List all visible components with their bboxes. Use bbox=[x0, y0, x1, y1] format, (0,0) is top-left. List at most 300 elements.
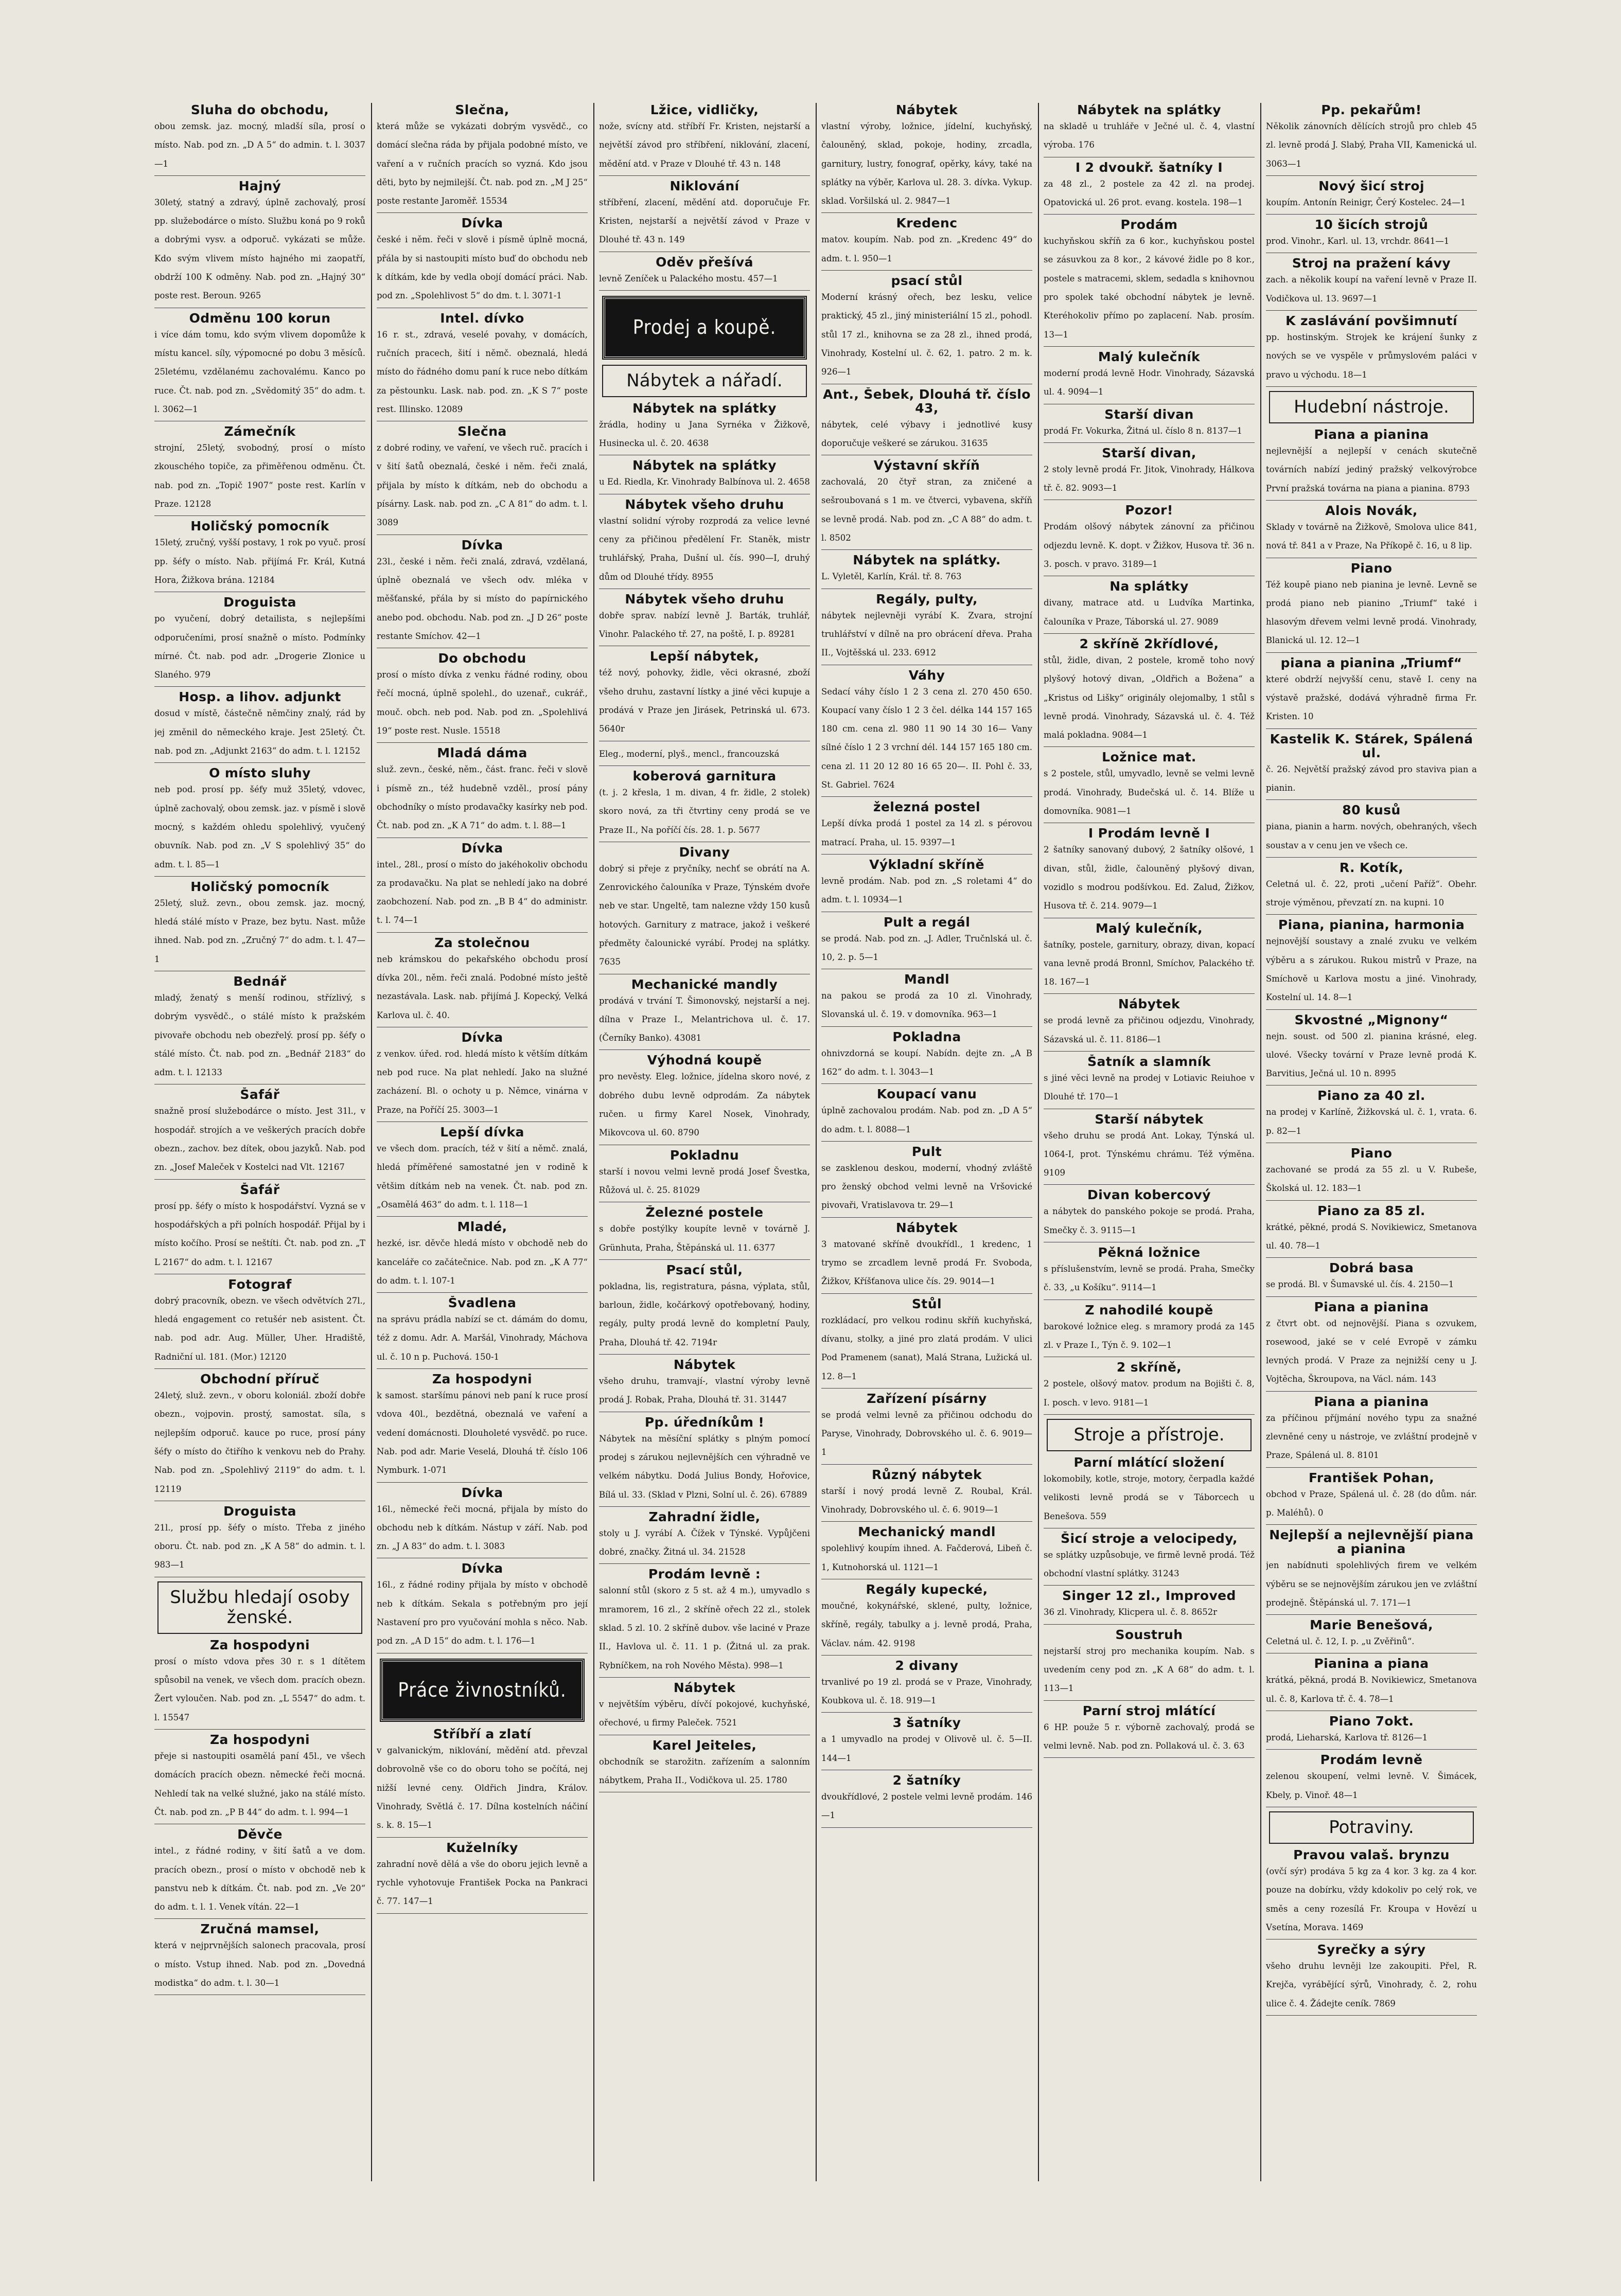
ad-heading: Parní mlátící složení bbox=[1073, 1455, 1225, 1470]
ad-text: též nový, pohovky, židle, věci okrasné, zboží všeho druhu, zastavní lístky a jiné věci kupuje a prodává v Praze jen Jirásek, Petrinská ul. 673. 5640r bbox=[599, 668, 810, 734]
classified-ad bbox=[1044, 1188, 1255, 1242]
ad-heading: Pokladna bbox=[892, 1029, 961, 1044]
classified-ad bbox=[1266, 103, 1477, 176]
classified-ad bbox=[599, 1415, 810, 1507]
ad-text: pro nevěsty. Eleg. ložnice, jídelna skoro nové, z dobrého dubu levně odprodám. Za nábytek ručen. u firmy Karel Nosek, Vinohrady, Mikovcova ul. 60. 8790 bbox=[599, 1072, 810, 1138]
ad-text: hezké, isr. děvče hledá místo v obchodě neb do kanceláře co začátečnice. Nab. pod zn. „K A 77“ do adm. t. l. 107-1 bbox=[377, 1238, 588, 1286]
ad-heading: Piano za 85 zl. bbox=[1317, 1203, 1425, 1218]
ad-text: neb krámskou do pekařského obchodu prosí dívka 20l., něm. řeči znalá. Podobné místo ještě nezastávala. Lask. nab. přijímá J. Kopecký, Velká Karlova ul. č. 40. bbox=[377, 954, 588, 1020]
ad-heading: Starší divan bbox=[1104, 407, 1194, 422]
ad-text: 16l., německé řeči mocná, přijala by místo do obchodu neb k dítkám. Nástup v září. Nab. pod zn. „J A 83“ do adm. t. l. 3083 bbox=[377, 1504, 588, 1552]
ad-heading: K zaslávání povšimnutí bbox=[1285, 314, 1457, 329]
classified-ad bbox=[154, 179, 365, 308]
ad-heading: Intel. dívko bbox=[440, 311, 524, 326]
classified-ad bbox=[154, 595, 365, 687]
classified-ad bbox=[154, 1277, 365, 1369]
classified-ad bbox=[1044, 1055, 1255, 1109]
ad-heading: Ložnice mat. bbox=[1102, 750, 1196, 765]
ad-heading: Do obchodu bbox=[438, 651, 526, 666]
ad-heading: 10 šicích strojů bbox=[1314, 218, 1429, 233]
classified-ad bbox=[821, 915, 1032, 970]
ad-heading: 80 kusů bbox=[1342, 803, 1401, 818]
ad-heading: Nábytek všeho druhu bbox=[625, 497, 784, 512]
ad-text: 36 zl. Vinohrady, Klicpera ul. č. 8. 8652r bbox=[1044, 1607, 1218, 1617]
ad-heading: R. Kotík, bbox=[1339, 860, 1404, 875]
ad-text: Eleg., moderní, plyš., mencl., francouzská bbox=[599, 749, 780, 759]
ad-heading: Stroj na pražení kávy bbox=[1292, 256, 1451, 271]
ad-text: Moderní krásný ořech, bez lesku, velice praktický, 45 zl., jiný ministeriální 15 zl., pohodl. stůl 17 zl., knihovna se za 28 zl., ihned prodá, Vinohrady, Kostelní ul. č. 62, 1. patro. 2 m. k. 926—1 bbox=[821, 292, 1032, 377]
ad-text: i více dám tomu, kdo svým vlivem dopomůže k místu kancel. síly, výpomocné po dobu 3 měsíců. 25letému, vzdělanému zachovalému. Kanco po ruce. Čt. nab. pod zn. „Svědomitý 35“ do adm. t. l. 3062—1 bbox=[154, 329, 365, 414]
classified-ad bbox=[377, 103, 588, 213]
classified-ad bbox=[377, 841, 588, 933]
ad-text: koupím. Antonín Reinigr, Čerý Kostelec. 24—1 bbox=[1266, 197, 1466, 207]
classified-ad bbox=[1266, 1618, 1477, 1653]
classified-ad bbox=[1266, 732, 1477, 800]
ad-heading: Zařízení písárny bbox=[867, 1391, 987, 1406]
classified-ad bbox=[1044, 1245, 1255, 1300]
ad-heading: Singer 12 zl., Improved bbox=[1062, 1589, 1236, 1604]
ad-heading: Mechanické mandly bbox=[631, 977, 778, 992]
classified-ad bbox=[154, 1183, 365, 1274]
ad-heading: Droguista bbox=[223, 1504, 296, 1519]
classified-ad bbox=[154, 1088, 365, 1179]
classified-ad bbox=[1044, 503, 1255, 576]
ad-heading: Z nahodilé koupě bbox=[1085, 1303, 1213, 1318]
classified-ad bbox=[154, 690, 365, 763]
classified-ad bbox=[821, 458, 1032, 550]
ad-heading: 2 skříně 2křídlové, bbox=[1079, 636, 1219, 651]
ad-text: prosí pp. šéfy o místo k hospodářství. Vyzná se v hospodářských a při polních hospodář. Přijal by i místo kočího. Prosí se neštíti. Čt. nab. pod zn. „T L 2167“ do adm. t. l. 12167 bbox=[154, 1201, 365, 1267]
classified-ad bbox=[1044, 1303, 1255, 1358]
classified-ad bbox=[154, 974, 365, 1084]
ad-heading: I 2 dvoukř. šatníky I bbox=[1075, 160, 1223, 175]
classified-ad bbox=[599, 649, 810, 741]
classified-ad bbox=[377, 424, 588, 535]
classified-ad bbox=[377, 216, 588, 308]
ad-heading: Prodám bbox=[1120, 218, 1178, 233]
classified-ad bbox=[599, 401, 810, 456]
column-rule bbox=[593, 103, 594, 2181]
ad-text: všeho druhu se prodá Ant. Lokay, Týnská ul. 1064-I, prot. Týnskému chrámu. Též výměna. 9109 bbox=[1044, 1130, 1255, 1178]
ad-heading: Sluha do obchodu, bbox=[190, 103, 329, 117]
ad-text: barokové ložnice eleg. s mramory prodá za 145 zl. v Praze I., Týn č. 9. 102—1 bbox=[1044, 1321, 1255, 1350]
ad-heading: Pokladnu bbox=[669, 1148, 739, 1163]
section-heading: Stroje a přístroje. bbox=[1047, 1419, 1252, 1451]
ad-heading: Výstavní skříň bbox=[873, 458, 980, 473]
ad-heading: Za stolečnou bbox=[434, 935, 530, 950]
classified-ad bbox=[377, 1372, 588, 1482]
section-heading: Potraviny. bbox=[1269, 1811, 1474, 1844]
ad-heading: Malý kulečník, bbox=[1095, 921, 1203, 936]
classified-ad bbox=[821, 1582, 1032, 1656]
ad-text: intel., 28l., prosí o místo do jakéhokoliv obchodu za prodavačku. Na plat se nehledí jako na dobré zaobchození. Nab. pod zn. „B B 4“ do administr. t. l. 74—1 bbox=[377, 859, 588, 925]
ad-text: obou zemsk. jaz. mocný, mladší síla, prosí o místo. Nab. pod zn. „D A 5“ do admin. t. l. 3037—1 bbox=[154, 121, 365, 169]
ad-text: salonní stůl (skoro z 5 st. až 4 m.), umyvadlo s mramorem, 16 zl., 2 skříně ořech 22 zl., stolek sklad. 5 zl. 10. 2 skříně dubov. vše laciné v Praze II., Havlova ul. č. 11. 1 p. (Žitná ul. za prak. Rybníčkem, na roh Nového Města). 998—1 bbox=[599, 1586, 810, 1670]
ad-heading: Holičský pomocník bbox=[190, 879, 329, 894]
ad-text: která v nejprvnějších salonech pracovala, prosí o místo. Vstup ihned. Nab. pod zn. „Dovedná modistka“ do adm. t. l. 30—1 bbox=[154, 1941, 365, 1988]
classified-ad bbox=[821, 1773, 1032, 1828]
classified-ad bbox=[821, 858, 1032, 912]
classified-ad bbox=[1266, 314, 1477, 387]
ad-text: s dobře postýlky koupíte levně v továrně J. Grünhuta, Praha, Štěpánská ul. 11. 6377 bbox=[599, 1224, 810, 1253]
ad-heading: Dobrá basa bbox=[1329, 1261, 1414, 1276]
ad-text: 16 r. st., zdravá, veselé povahy, v domácích, ručních pracech, šití i němč. obeznalá, hledá místo do řádného domu paní k ruce nebo dítkám za pěstounku. Lask. nab. pod. zn. „K S 7“ poste rest. Illinsko. 12089 bbox=[377, 329, 588, 414]
classified-ad bbox=[1266, 1300, 1477, 1392]
classified-ad bbox=[821, 1145, 1032, 1218]
ad-heading: Psací stůl, bbox=[666, 1262, 743, 1277]
classified-ad bbox=[599, 1263, 810, 1355]
ad-text: kuchyňskou skříň za 6 kor., kuchyňskou postel se zásuvkou za 8 kor., 2 kávové židle po 8 kor., postele s matracemi, sklem, sedadla s knihovnou pro spolek také obchodní nábytek je levně. Kteréhokoliv přímo po zaplacení. Nab. prosím. 13—1 bbox=[1044, 236, 1255, 340]
ad-text: krátká, pěkná, prodá B. Novikiewicz, Smetanova ul. č. 8, Karlova tř. č. 4. 78—1 bbox=[1266, 1675, 1477, 1704]
ad-heading: Hajný bbox=[238, 179, 281, 193]
ad-heading: Prodám levně bbox=[1320, 1753, 1423, 1768]
column-2 bbox=[377, 103, 588, 2181]
classified-ad bbox=[377, 1486, 588, 1559]
ad-text: zelenou skoupení, velmi levně. V. Šimácek, Kbely, p. Vinoř. 48—1 bbox=[1266, 1771, 1477, 1800]
column-rule bbox=[816, 103, 817, 2181]
classified-ad bbox=[1044, 1589, 1255, 1624]
ad-text: obchodník se starožitn. zařízením a salonním nábytkem, Praha II., Vodičkova ul. 25. 1780 bbox=[599, 1756, 810, 1785]
classified-ad bbox=[821, 216, 1032, 271]
ad-text: (t. j. 2 křesla, 1 m. divan, 4 fr. židle, 2 stolek) skoro nová, za tři čtvrtiny ceny prodá se ve Praze II., Na poříčí čís. 28. 1. p. 5677 bbox=[599, 787, 810, 835]
ad-text: prosí o místo dívka z venku řádné rodiny, obou řečí mocná, úplně spolehl., do uzenař., cukrář., mouč. obch. neb pod. Nab. pod zn. „Spolehlivá 19“ poste rest. Nusle. 15518 bbox=[377, 670, 588, 736]
ad-heading: Nábytek bbox=[895, 1220, 958, 1235]
classified-ad bbox=[1044, 1704, 1255, 1758]
ad-heading: Různý nábytek bbox=[872, 1467, 982, 1482]
ad-text: vlastní výroby, ložnice, jídelní, kuchyňský, čalouněný, sklad, pokoje, hodiny, zrcadla, garnitury, lustry, fonograf, opěrky, kávy, také na splátky na výběr, Karlova ul. 28. 3. dívka. Vykup. sklad. Voršilská ul. 2. 9847—1 bbox=[821, 121, 1032, 206]
classified-ad bbox=[599, 744, 810, 766]
classified-ad bbox=[599, 1358, 810, 1412]
classified-ad bbox=[599, 255, 810, 291]
ad-heading: Za hospodyni bbox=[432, 1372, 532, 1387]
classified-ad bbox=[599, 769, 810, 842]
ad-heading: Mladá dáma bbox=[437, 746, 527, 761]
ad-text: levně Zeníček u Palackého mostu. 457—1 bbox=[599, 273, 778, 283]
classified-ad bbox=[599, 977, 810, 1051]
column-rule bbox=[1038, 103, 1039, 2181]
ad-heading: Váhy bbox=[908, 668, 945, 683]
ad-text: prodá, Lieharská, Karlova tř. 8126—1 bbox=[1266, 1733, 1428, 1743]
classified-ad bbox=[377, 1030, 588, 1122]
ad-heading: Bednář bbox=[233, 974, 287, 989]
ad-heading: Dívka bbox=[461, 1485, 503, 1500]
ad-heading: Skvostné „Mignony“ bbox=[1294, 1012, 1449, 1027]
ad-text: nábytek nejlevněji vyrábí K. Zvara, strojní truhlářství v dílně na pro obrácení dřeva. Praha II., Vojtěšská ul. 233. 6912 bbox=[821, 610, 1032, 658]
ad-heading: Pult bbox=[911, 1144, 942, 1159]
ad-heading: Pp. úředníkům ! bbox=[644, 1415, 765, 1430]
ad-text: moderní prodá levně Hodr. Vinohrady, Sázavská ul. 4. 9094—1 bbox=[1044, 368, 1255, 397]
ad-heading: Šafář bbox=[240, 1088, 280, 1102]
ad-heading: Starší divan, bbox=[1102, 446, 1196, 460]
ad-text: po vyučení, dobrý detailista, s nejlepšími odporučeními, prosí snažně o místo. Podmínky mírné. Čt. nab. pod adr. „Drogerie Zlonice u Slaného. 979 bbox=[154, 614, 365, 680]
ad-heading: Divany bbox=[679, 845, 730, 860]
classified-ad bbox=[821, 1659, 1032, 1713]
ad-text: která může se vykázati dobrým vysvědč., co domácí slečna ráda by přijala podobné místo, ve vaření a v ručních pracích so vyzná. Kdo jsou děti, byto by nejmilejší. Čt. nab. pod zn. „M J 25“ poste restante Jaroměř. 15534 bbox=[377, 121, 588, 206]
classified-ad bbox=[154, 311, 365, 421]
ad-text: dobře sprav. nabízí levně J. Barták, truhlář, Vinohr. Palackého tř. 27, na poště, I. p. 89281 bbox=[599, 610, 810, 639]
ad-heading: 2 divany bbox=[895, 1658, 959, 1673]
classified-ad bbox=[1266, 1714, 1477, 1750]
ad-text: prod. Vinohr., Karl. ul. 13, vrchdr. 8641—1 bbox=[1266, 236, 1450, 246]
classified-ad bbox=[377, 311, 588, 421]
ad-heading: Piana a pianina bbox=[1314, 1300, 1429, 1314]
ad-heading: Pozor! bbox=[1125, 503, 1173, 518]
ad-text: stříbření, zlacení, mědění atd. doporučuje Fr. Kristen, nejstarší a největší závod v Praze v Dlouhé tř. 43 n. 149 bbox=[599, 197, 810, 245]
ad-text: č. 26. Největší pražský závod pro staviva pian a pianin. bbox=[1266, 764, 1477, 793]
ad-text: k samost. staršímu pánovi neb paní k ruce prosí vdova 40l., bezdětná, obeznalá ve vaření a vedení domácnosti. Dlouholeté vysvědč. po ruce. Nab. pod adr. Marie Veselá, Dlouhá tř. číslo 106 Nymburk. 1-071 bbox=[377, 1391, 588, 1475]
ad-text: Prodám olšový nábytek zánovní za přičinou odjezdu levně. K. dopt. v Žižkov, Husova tř. 36 n. 3. posch. v pravo. 3189—1 bbox=[1044, 522, 1255, 569]
ad-text: šatníky, postele, garnitury, obrazy, divan, kopací vana levně prodá Bronnl, Smíchov, Palackého tř. 18. 167—1 bbox=[1044, 939, 1255, 987]
ad-heading: 2 šatníky bbox=[892, 1773, 961, 1788]
classified-ad bbox=[1266, 1204, 1477, 1258]
column-4 bbox=[821, 103, 1032, 2181]
classified-ad bbox=[154, 1827, 365, 1919]
classified-ad bbox=[821, 103, 1032, 213]
ad-heading: Piano bbox=[1350, 1146, 1393, 1161]
classified-ad bbox=[154, 1733, 365, 1824]
classified-ad bbox=[377, 1296, 588, 1369]
ad-heading: 2 skříně, bbox=[1116, 1360, 1182, 1375]
ad-text: Též koupě piano neb pianina je levně. Levně se prodá piano neb pianino „Triumf“ také i hlasovým dřevem velmi levně prodá. Vinohrady, Blanická ul. 12. 12—1 bbox=[1266, 579, 1477, 646]
ad-text: za příčinou příjmání nového typu za snažné zlevněné ceny u nástroje, ve zvláštní prodejně v Praze, Spálená ul. 8. 8101 bbox=[1266, 1413, 1477, 1461]
ad-text: české i něm. řeči v slově i písmě úplně mocná, přála by si nastoupiti místo buď do obchodu neb k dítkám, kde by vedla obojí domácí práci. Nab. pod zn. „Spolehlivost 5“ do dm. t. l. 3071-1 bbox=[377, 235, 588, 301]
ad-text: starší i nový prodá levně Z. Roubal, Král. Vinohrady, Dobrovského ul. č. 6. 9019—1 bbox=[821, 1486, 1032, 1515]
ad-text: rozkládací, pro velkou rodinu skříň kuchyňská, dívanu, stolky, a jiné pro zlatá prodám. V ulici Pod Pramenem (sanat), Malá Strana, Lužická ul. 12. 8—1 bbox=[821, 1315, 1032, 1381]
classified-ad bbox=[1266, 1528, 1477, 1615]
ad-heading: Výhodná koupě bbox=[647, 1053, 762, 1068]
classified-ad bbox=[599, 1567, 810, 1677]
classified-ad bbox=[1044, 750, 1255, 823]
classified-ad bbox=[1044, 161, 1255, 215]
classified-ad bbox=[821, 1221, 1032, 1294]
ad-heading: Nábytek bbox=[673, 1358, 736, 1373]
ad-heading: Pult a regál bbox=[883, 915, 971, 930]
ad-text: prodává v trvání T. Šimonovský, nejstarší a nej. dílna v Praze I., Melantrichova ul. č. 17. (Černíky Banko). 43081 bbox=[599, 995, 810, 1043]
ad-text: 30letý, statný a zdravý, úplně zachovalý, prosí pp. služebodárce o místo. Službu koná po 9 roků a dobrými vysv. a odporuč. vykázati se může. Kdo svým vlivem místo hajného mi zaopatří, obdrží 100 K odměny. Nab. pod zn. „Hajný 30“ poste rest. Beroun. 9265 bbox=[154, 197, 365, 301]
ad-heading: Zahradní židle, bbox=[648, 1509, 761, 1524]
classified-ad bbox=[1266, 504, 1477, 558]
ad-text: se prodá. Bl. v Šumavské ul. čís. 4. 2150—1 bbox=[1266, 1279, 1454, 1290]
classified-ad bbox=[1266, 1261, 1477, 1296]
ad-text: 15letý, zručný, vyšší postavy, 1 rok po vyuč. prosí pp. šéfy o místo. Nab. přijímá Fr. Král, Kutná Hora, Žižkova brána. 12184 bbox=[154, 538, 365, 585]
ad-text: (ovčí sýr) prodáva 5 kg za 4 kor. 3 kg. za 4 kor. pouze na dobírku, vždy kdokoliv po celý rok, ve směs a ceny rozesílá Fr. Kroupa v Hovězí u Vsetína, Morava. 1469 bbox=[1266, 1866, 1477, 1932]
classified-ad bbox=[1044, 579, 1255, 634]
section-banner: Práce živnostníků. bbox=[381, 1660, 584, 1721]
ad-text: 25letý, služ. zevn., obou zemsk. jaz. mocný, hledá stálé místo v Praze, bez bytu. Nast. může ihned. Nab. pod zn. „Zručný 7“ do adm. t. l. 47—1 bbox=[154, 898, 365, 964]
ad-text: 2 šatníky sanovaný dubový, 2 šatníky olšové, 1 divan, stůl, židle, čalouněný plyšový divan, vozidlo s modrou podšívkou. Ed. Zalud, Žižkov, Husova tř. č. 214. 9079—1 bbox=[1044, 845, 1255, 911]
ad-heading: Marie Benešová, bbox=[1310, 1618, 1433, 1633]
ad-text: se prodá velmi levně za přičinou odchodu do Paryse, Vinohrady, Dobrovského ul. č. 6. 9019—1 bbox=[821, 1410, 1032, 1457]
classified-ad bbox=[1266, 861, 1477, 915]
ad-text: neb pod. prosí pp. šéfy muž 35letý, vdovec, úplně zachovalý, obou zemsk. jaz. v písmě i slově mocný, s každém ohledu spolehlivý, vyučený obuvník. Nab. pod zn. „V S spolehlivý 35“ do adm. t. l. 85—1 bbox=[154, 785, 365, 869]
ad-heading: O místo sluhy bbox=[209, 766, 311, 781]
ad-heading: Výkladní skříně bbox=[869, 857, 984, 872]
classified-ad bbox=[1044, 637, 1255, 747]
classified-ad bbox=[377, 1727, 588, 1837]
ad-text: 21l., prosí pp. šéfy o místo. Třeba z jiného oboru. Čt. nab. pod zn. „K A 58“ do admin. t. l. 983—1 bbox=[154, 1522, 365, 1570]
classified-ad bbox=[599, 1510, 810, 1564]
ad-text: lokomobily, kotle, stroje, motory, čerpadla každé velikosti levně prodá se v Táborcech u Benešova. 559 bbox=[1044, 1473, 1255, 1521]
ad-text: nejnovější soustavy a znalé zvuku ve velkém výběru a s zárukou. Rukou mistrů v Praze, na Smíchově u Karlova mostu a jiné. Vinohrady, Kostelní ul. 14. 8—1 bbox=[1266, 936, 1477, 1003]
ad-heading: Dívka bbox=[461, 1030, 503, 1045]
ad-heading: 3 šatníky bbox=[892, 1716, 961, 1731]
ad-heading: Mladé, bbox=[457, 1220, 507, 1235]
ad-heading: Švadlena bbox=[448, 1296, 517, 1311]
classified-ad bbox=[821, 668, 1032, 797]
ad-text: strojní, 25letý, svobodný, prosí o místo zkouschého topiče, za přiměřenou odměnu. Čt. nab. pod zn. „Topič 1907“ poste rest. Karlín v Praze. 12128 bbox=[154, 443, 365, 509]
ad-text: ve všech dom. pracích, též v šití a němč. znalá, hledá příměřené samostatné jen v rodině k většim dítkám neb na venek. Čt. nab. pod zn. „Osamělá 463“ do adm. t. l. 118—1 bbox=[377, 1144, 588, 1209]
column-3 bbox=[599, 103, 810, 2181]
ad-text: 2 stoly levně prodá Fr. Jitok, Vinohrady, Hálkova tř. č. 82. 9093—1 bbox=[1044, 464, 1255, 493]
ad-text: 23l., české i něm. řeči znalá, zdravá, vzdělaná, úplně obeznalá ve všech odv. mléka v měšťanské, přála by si místo do papírnického anebo pod. obchodu. Nab. pod zn. „J D 26“ poste restante Smíchov. 42—1 bbox=[377, 556, 588, 641]
ad-text: 3 matované skříně dvoukřídl., 1 kredenc, 1 trymo se zrcadlem levně prodá Fr. Svoboda, Žižkov, Kříšťanova ulice čís. 29. 9014—1 bbox=[821, 1239, 1032, 1287]
ad-text: v největším výběru, dívčí pokojové, kuchyňské, ořechové, u firmy Paleček. 7521 bbox=[599, 1699, 810, 1728]
classified-ad bbox=[1266, 256, 1477, 311]
ad-heading: Nový šicí stroj bbox=[1318, 179, 1424, 193]
ad-text: dvoukřídlové, 2 postele velmi levně prodám. 146—1 bbox=[821, 1792, 1032, 1821]
column-rule bbox=[371, 103, 372, 2181]
ad-heading: Piana, pianina, harmonia bbox=[1278, 918, 1465, 933]
section-heading: Službu hledají osoby ženské. bbox=[157, 1581, 362, 1634]
classified-ad bbox=[599, 103, 810, 176]
ad-text: ohnivzdorná se koupí. Nabídn. dejte zn. „A B 162“ do adm. t. l. 3043—1 bbox=[821, 1048, 1032, 1077]
ad-heading: Dívka bbox=[461, 216, 503, 231]
classified-ad bbox=[154, 1372, 365, 1501]
classified-ad bbox=[1266, 428, 1477, 501]
ad-text: dobrý pracovník, obezn. ve všech odvětvích 27l., hledá engagement co retušér neb asistent. Čt. nab. pod adr. Aug. Müller, Uher. Hradiště, Radniční ul. 181. (Mor.) 12120 bbox=[154, 1295, 365, 1362]
ad-text: piana, pianin a harm. nových, obehraných, všech soustav a v cenu jen ve všech ce. bbox=[1266, 822, 1477, 850]
column-1 bbox=[154, 103, 365, 2181]
ad-text: 24letý, služ. zevn., v oboru koloniál. zboží dobře obezn., vojpovin. prostý, samostat. síla, s nejlepším odporuč. kauce po ruce, prosí pány šéfy o místo do čtiřího k venkovu neb do Prahy. Nab. pod zn. „Spolehlivý 2119“ do adm. t. l. 12119 bbox=[154, 1391, 365, 1494]
classified-ad bbox=[821, 1525, 1032, 1579]
classified-ad bbox=[821, 553, 1032, 589]
ad-heading: Obchodní příruč bbox=[200, 1372, 320, 1387]
classified-ad bbox=[1266, 1395, 1477, 1468]
ad-text: s příslušenstvím, levně se prodá. Praha, Smečky č. 33, „u Košíku“. 9114—1 bbox=[1044, 1264, 1255, 1293]
ad-heading: Droguista bbox=[223, 595, 296, 610]
classified-ad bbox=[821, 592, 1032, 665]
section-heading: Nábytek a nářadí. bbox=[602, 365, 807, 397]
ad-heading: Regály kupecké, bbox=[866, 1582, 988, 1597]
ad-text: nože, svícny atd. stříbří Fr. Kristen, nejstarší a největší závod pro stříbření, niklování, zlacení, mědění atd. v Praze v Dlouhé tř. 43 n. 148 bbox=[599, 121, 810, 169]
classified-ad bbox=[821, 274, 1032, 384]
ad-heading: Slečna, bbox=[455, 103, 509, 117]
ad-text: Celetná ul. č. 12, I. p. „u Zvěřinů“. bbox=[1266, 1636, 1415, 1647]
ad-heading: Piana a pianina bbox=[1314, 428, 1429, 442]
classified-ad bbox=[377, 651, 588, 743]
classified-ad bbox=[1044, 826, 1255, 918]
ad-heading: Odměnu 100 korun bbox=[189, 311, 331, 326]
ad-text: zach. a několik koupí na vaření levně v Praze II. Vodičkova ul. 13. 9697—1 bbox=[1266, 275, 1477, 304]
ad-heading: Lžice, vidličky, bbox=[650, 103, 759, 117]
classified-ad bbox=[821, 972, 1032, 1027]
ad-heading: Šafář bbox=[240, 1182, 280, 1197]
ad-heading: Nábytek bbox=[1118, 997, 1180, 1012]
ad-heading: Stříbří a zlatí bbox=[433, 1727, 532, 1742]
ad-text: Nábytek na měsíční splátky s plným pomocí prodej s zárukou nejlevnějších cen výhradně ve velkém nábytku. Dodá Julius Bondy, Hořovice, Bílá ul. 33. (Sklad v Plzni, Solní ul. č. 26). 67889 bbox=[599, 1433, 810, 1500]
ad-text: a nábytek do panského pokoje se prodá. Praha, Smečky č. 3. 9115—1 bbox=[1044, 1206, 1255, 1235]
ad-heading: Piana a pianina bbox=[1314, 1394, 1429, 1409]
classified-ad bbox=[1266, 656, 1477, 729]
ad-heading: Dívka bbox=[461, 1561, 503, 1576]
newspaper-page bbox=[154, 103, 1477, 2181]
ad-heading: Ant., Šebek, Dlouhá tř. číslo 43, bbox=[823, 387, 1031, 416]
ad-heading: Slečna bbox=[457, 424, 507, 439]
classified-ad bbox=[1266, 561, 1477, 653]
classified-ad bbox=[1044, 1112, 1255, 1185]
ad-heading: Nábytek všeho druhu bbox=[625, 592, 784, 607]
classified-ad bbox=[154, 766, 365, 876]
classified-ad bbox=[599, 497, 810, 589]
classified-ad bbox=[599, 1681, 810, 1735]
classified-ad bbox=[377, 1125, 588, 1217]
classified-ad bbox=[377, 1220, 588, 1293]
ad-text: Lepší dívka prodá 1 postel za 14 zl. s pérovou matrací. Praha, ul. 15. 9397—1 bbox=[821, 818, 1032, 847]
ad-heading: Děvče bbox=[237, 1827, 283, 1842]
classified-ad bbox=[154, 1922, 365, 1995]
section-banner: Prodej a koupě. bbox=[603, 297, 806, 359]
ad-text: za 48 zl., 2 postele za 42 zl. na prodej. Opatovická ul. 26 prot. evang. kostela. 198—1 bbox=[1044, 179, 1255, 207]
ad-heading: Nábytek na splátky. bbox=[853, 553, 1001, 568]
ad-text: a 1 umyvadlo na prodej v Olivově ul. č. 5—II. 144—1 bbox=[821, 1734, 1032, 1763]
ad-text: spolehlivý koupím ihned. A. Fačderová, Libeň č. 1, Kutnohorská ul. 1121—1 bbox=[821, 1543, 1032, 1572]
ad-heading: koberová garnitura bbox=[632, 769, 777, 784]
ad-text: se prodá levně za přičinou odjezdu, Vinohrady, Sázavská ul. č. 11. 8186—1 bbox=[1044, 1016, 1255, 1044]
classified-ad bbox=[1044, 446, 1255, 501]
ad-text: se prodá. Nab. pod zn. „J. Adler, Tručnlská ul. č. 10, 2. p. 5—1 bbox=[821, 933, 1032, 962]
ad-heading: Malý kulečník bbox=[1098, 349, 1201, 364]
classified-ad bbox=[1266, 1753, 1477, 1807]
ad-heading: Starší nábytek bbox=[1095, 1112, 1204, 1127]
ad-text: na prodej v Karlíně, Žižkovská ul. č. 1, vrata. 6. p. 82—1 bbox=[1266, 1107, 1477, 1136]
ad-text: 6 HP. použe 5 r. výborně zachovalý, prodá se velmi levně. Nab. pod zn. Pollaková ul. č. 3. 63 bbox=[1044, 1722, 1255, 1751]
ad-text: úplně zachovalou prodám. Nab. pod zn. „D A 5“ do adm. t. l. 8088—1 bbox=[821, 1106, 1032, 1134]
ad-heading: Šatník a slamník bbox=[1087, 1054, 1211, 1069]
ad-heading: Kredenc bbox=[896, 216, 958, 231]
ad-text: přeje si nastoupiti osamělá paní 45l., ve všech domácích pracích obezn. německé řeči mocná. Nehledí tak na velké služné, jako na stálé místo. Čt. nab. pod zn. „P B 44“ do adm. t. l. 994—1 bbox=[154, 1751, 365, 1817]
ad-heading: Pp. pekařům! bbox=[1321, 103, 1422, 117]
classified-ad bbox=[154, 1638, 365, 1730]
ad-heading: Šicí stroje a velocipedy, bbox=[1061, 1531, 1238, 1546]
ad-heading: Železné postele bbox=[645, 1205, 764, 1220]
ad-heading: Lepší nábytek, bbox=[649, 649, 760, 664]
ad-heading: Dívka bbox=[461, 841, 503, 856]
ad-heading: Stůl bbox=[912, 1296, 942, 1311]
ad-text: levně prodám. Nab. pod zn. „S roletami 4“ do adm. t. l. 10934—1 bbox=[821, 876, 1032, 905]
classified-ad bbox=[1266, 1943, 1477, 2016]
classified-ad bbox=[821, 1468, 1032, 1522]
ad-text: pokladna, lis, registratura, pásna, výplata, stůl, barloun, židle, kočárkový opotřebovaný, hodiny, regály, pulty prodá levně do kompletní Pauly, Praha, Dlouhá tř. 42. 7194r bbox=[599, 1281, 810, 1347]
ad-heading: Kastelik K. Stárek, Spálená ul. bbox=[1270, 732, 1473, 760]
ad-heading: Dívka bbox=[461, 538, 503, 553]
ad-heading: Nábytek na splátky bbox=[632, 458, 777, 473]
classified-ad bbox=[1044, 997, 1255, 1052]
ad-heading: Zámečník bbox=[224, 424, 296, 439]
ad-text: stůl, židle, divan, 2 postele, kromě toho nový plyšový hotový divan, „Oldřich a Božena“ a „Kristus od Lišky“ originály olejomalby, 1 stůl s levně prodá. Vinohrady, Sázavská ul. č. 4. Též malá pokladna. 9084—1 bbox=[1044, 655, 1255, 740]
ad-heading: Soustruh bbox=[1115, 1627, 1183, 1642]
ad-text: zahradní nově dělá a vše do oboru jejich levně a rychle vyhotovuje František Pocka na Pankraci č. 77. 147—1 bbox=[377, 1859, 588, 1907]
ad-text: které obdrží nejvyšší cenu, stavě I. ceny na výstavě pražské, dodává výhradně firma Fr. Kristen. 10 bbox=[1266, 674, 1477, 722]
classified-ad bbox=[1266, 1657, 1477, 1711]
classified-ad bbox=[1044, 1455, 1255, 1528]
ad-text: mladý, ženatý s menší rodinou, střízlivý, s dobrým vysvědč., o stálé místo k pražském pivovaře obchodu neb obezřelý. prosí pp. šéfy o stálé místo. Čt. nab. pod zn. „Bednář 2183“ do adm. t. l. 12133 bbox=[154, 992, 365, 1078]
classified-ad bbox=[377, 1561, 588, 1653]
ad-text: 16l., z řádné rodiny přijala by místo v obchodě neb k dítkám. Sekala s potřebným pro její Nastavení pro pro vyučování mohla s něco. Nab. pod zn. „A D 15“ do adm. t. l. 176—1 bbox=[377, 1580, 588, 1646]
classified-ad bbox=[1266, 1013, 1477, 1086]
ad-heading: Na splátky bbox=[1109, 579, 1189, 594]
ad-text: obchod v Praze, Spálená ul. č. 28 (do dům. nár. p. Maléhů). 0 bbox=[1266, 1489, 1477, 1518]
ad-text: na správu prádla nabízí se ct. dámám do domu, též z domu. Adr. A. Maršál, Vinohrady, Máchova ul. č. 10 n p. Puchová. 150-1 bbox=[377, 1314, 588, 1362]
